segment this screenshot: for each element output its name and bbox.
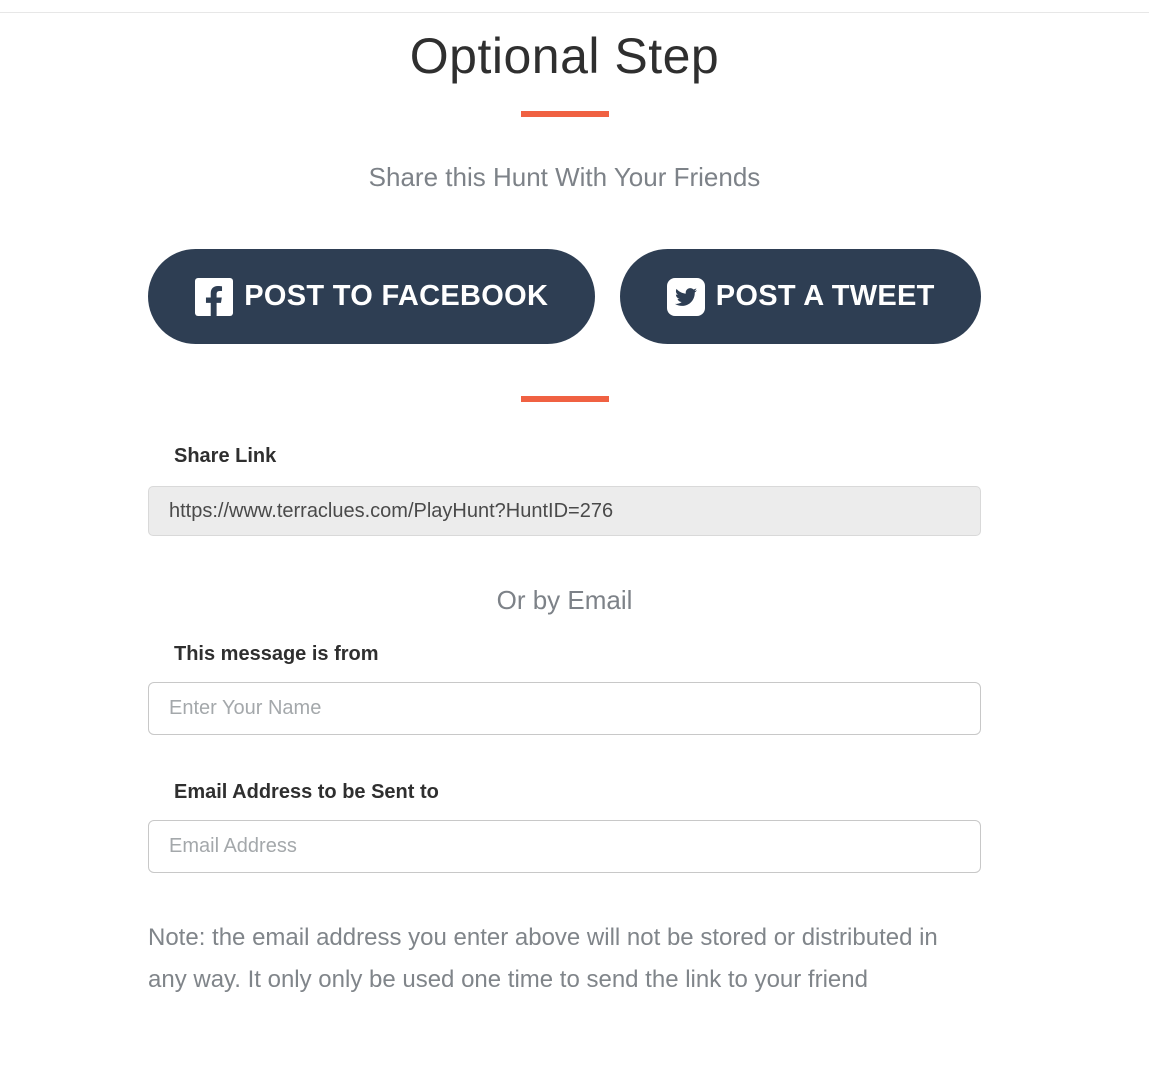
page	[0, 12, 1149, 1001]
twitter-button-label: POST A TWEET	[715, 280, 935, 312]
post-a-tweet-button[interactable]	[620, 249, 981, 344]
accent-divider-top	[521, 111, 609, 117]
post-to-facebook-button[interactable]	[148, 249, 595, 344]
email-address-label: Email Address to be Sent to	[174, 781, 439, 803]
accent-divider-bottom	[521, 396, 609, 402]
top-border-rule	[0, 12, 1149, 13]
content-container	[148, 24, 981, 1001]
twitter-icon	[667, 278, 705, 316]
message-from-label: This message is from	[174, 643, 379, 665]
facebook-icon	[195, 278, 233, 316]
recipient-email-input[interactable]	[148, 820, 981, 873]
page-title: Optional Step	[409, 28, 720, 84]
share-link-input[interactable]	[148, 486, 981, 536]
social-buttons-row	[148, 249, 981, 344]
sender-name-input[interactable]	[148, 682, 981, 735]
share-link-label: Share Link	[174, 445, 277, 467]
or-by-email-heading: Or by Email	[496, 585, 633, 615]
facebook-button-label: POST TO FACEBOOK	[244, 280, 549, 312]
page-subtitle: Share this Hunt With Your Friends	[368, 162, 761, 192]
note-text: Note: the email address you enter above will not be stored or distributed in any way. It only only be used one time to send the link to your friend	[148, 924, 938, 993]
